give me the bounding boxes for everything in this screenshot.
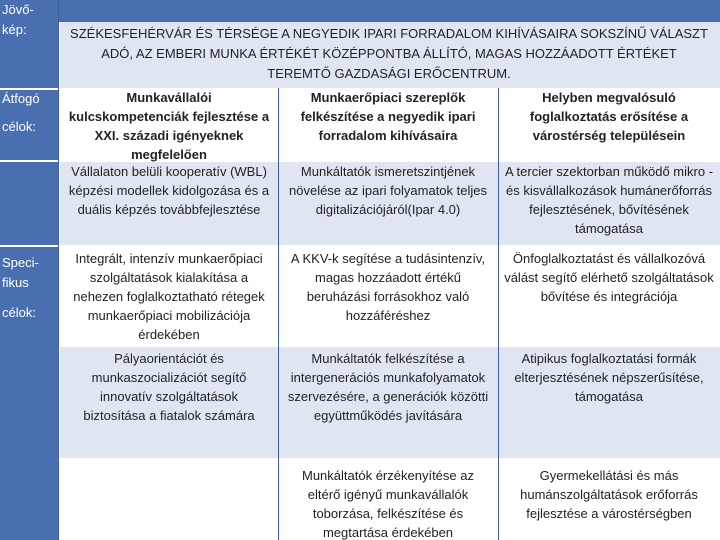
specific-goal-r1-c2-text: Munkáltatók ismeretszintjének növelése az ipari folyamatok teljes digitalizációjáról(Ipar 4.0) [289, 164, 487, 217]
overall-goal-3-text: foglalkoztatás erősítése a várostérség településein [529, 109, 689, 143]
header-strip [58, 0, 720, 22]
specific-goal-r3-c1-text: Pályaorientációt és munkaszocializációt segítő innovatív szolgáltatások biztosítása a fiatalok számára [83, 351, 255, 423]
specific-goal-r4-c3-text: Gyermekellátási és más humánszolgáltatások erőforrás fejlesztése a várostérségben [520, 468, 698, 521]
specific-goal-r4-c2 [278, 460, 498, 540]
specific-goal-r2-c2-text: A KKV-k segítése a tudásintenzív, magas hozzáadott értékű beruházási forrásokhoz való hozzáféréshez [290, 251, 486, 323]
overall-goal-2-title: Munkaerőpiaci szereplők [310, 90, 466, 105]
specific-goal-r2-c1 [60, 247, 278, 345]
overall-goal-1-text: kulcskompetenciák fejlesztése a XXI. századi igényeknek megfelelően [68, 109, 270, 162]
specific-goal-r1-c2 [278, 162, 498, 245]
specific-goal-r1-c3 [498, 162, 720, 245]
overall-goal-2 [278, 88, 498, 162]
specific-goals-label-line-1: Speci- [2, 255, 39, 270]
overall-goal-1-title: Munkavállalói [126, 90, 212, 105]
specific-goal-r1-c3-text: A tercier szektorban működő mikro - és kisvállalkozások humánerőforrás fejlesztésének, bővítésének támogatása [504, 164, 714, 236]
specific-goal-r4-c2-text: Munkáltatók érzékenyítése az eltérő igényű munkavállalók toborzása, felkészítése és megtartása érdekében [302, 468, 474, 540]
specific-goal-r1-c1-text: Vállalaton belüli kooperatív (WBL) képzési modellek kidolgozása és a duális képzés továbbfejlesztése [68, 164, 270, 217]
grid-line-v1 [278, 88, 279, 540]
specific-goal-r2-c1-text: Integrált, intenzív munkaerőpiaci szolgáltatások kialakítása a nehezen foglalkoztatható rétegek munkaerőpiaci mobilizációja érdekében [73, 251, 265, 342]
vision-text: SZÉKESFEHÉRVÁR ÉS TÉRSÉGE A NEGYEDIK IPARI FORRADALOM KIHÍVÁSAIRA SOKSZÍNŰ VÁLASZT ADÓ, AZ EMBERI MUNKA ÉRTÉKÉT KÖZÉPPONTBA ÁLLÍTÓ, MAGAS HOZZÁADOTT ÉRTÉKET TEREMTŐ GAZDASÁGI ERŐCENTRUM. [70, 26, 708, 81]
grid-line-v0 [58, 0, 59, 540]
overall-goals-label-line-1: Átfogó [2, 91, 40, 106]
specific-goal-r1-c1 [60, 162, 278, 245]
vision-label-line-2: kép: [2, 22, 27, 37]
grid-line-h3 [0, 245, 58, 247]
overall-goals-label-line-2: célok: [2, 119, 36, 134]
specific-goal-r3-c2 [278, 347, 498, 458]
specific-goal-r4-c3 [498, 460, 720, 540]
specific-goal-r3-c3-text: Atipikus foglalkoztatási formák elterjesztésének népszerűsítése, támogatása [514, 351, 704, 404]
overall-goal-1 [60, 88, 278, 162]
grid-line-h1 [0, 88, 58, 90]
overall-goals-label [0, 90, 58, 160]
overall-goal-2-text: felkészítése a negyedik ipari forradalom kihívásaira [300, 109, 476, 143]
specific-goal-r4-c1 [60, 460, 278, 540]
specific-goal-r3-c1 [60, 347, 278, 458]
label-spacer [0, 162, 58, 245]
specific-goals-label-line-2: fikus [2, 275, 29, 290]
overall-goal-3 [498, 88, 720, 162]
vision-statement [60, 22, 720, 88]
specific-goal-r3-c3 [498, 347, 720, 458]
vision-label-line-1: Jövő- [2, 2, 34, 17]
vision-label [0, 0, 58, 88]
specific-goals-label-line-3: célok: [2, 305, 36, 320]
specific-goal-r2-c3-text: Önfoglalkoztatást és vállalkozóvá válást segítő elérhető szolgáltatások bővítése és integrációja [504, 251, 714, 304]
specific-goal-r2-c3 [498, 247, 720, 345]
grid-line-v2 [498, 88, 499, 540]
specific-goals-label [0, 247, 58, 540]
overall-goal-3-title: Helyben megvalósuló [542, 90, 676, 105]
grid-line-h2 [0, 160, 58, 162]
specific-goal-r2-c2 [278, 247, 498, 345]
specific-goal-r3-c2-text: Munkáltatók felkészítése a intergenerációs munkafolyamatok szervezésére, a generációk közötti együttműködés javítására [287, 351, 489, 423]
